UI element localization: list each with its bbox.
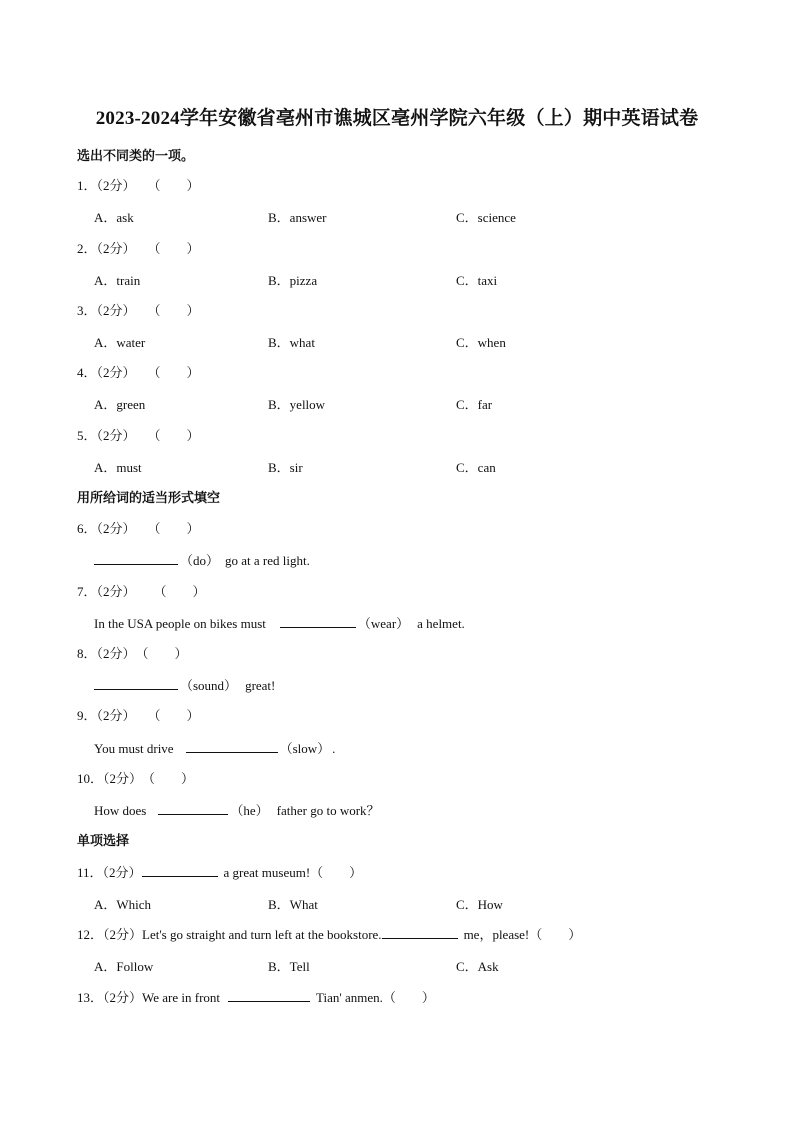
option-a[interactable]: A．Follow [94, 959, 154, 974]
option-a[interactable]: A．train [94, 273, 141, 288]
answer-blank[interactable] [94, 677, 178, 690]
answer-parentheses[interactable]: （ ） [529, 927, 582, 942]
answer-parentheses[interactable]: （ ） [142, 771, 195, 786]
question-number: 6．（2分） [77, 521, 136, 536]
answer-parentheses[interactable]: （ ） [147, 708, 200, 723]
answer-parentheses[interactable]: （ ） [147, 178, 200, 193]
option-a[interactable]: A．Which [94, 897, 152, 912]
option-b[interactable]: B．answer [268, 210, 327, 225]
answer-parentheses[interactable]: （ ） [310, 865, 363, 880]
question-9 [77, 705, 200, 724]
question-10 [77, 768, 194, 787]
sentence-end: father go to work？ [276, 803, 380, 818]
option-c[interactable]: C．Ask [456, 959, 499, 974]
option-c[interactable]: C．can [456, 460, 496, 475]
option-c[interactable]: C．taxi [456, 273, 498, 288]
question-number: 3．（2分） [77, 303, 136, 318]
question-8 [77, 643, 188, 662]
stem-end: Tian' anmen. [316, 990, 383, 1005]
question-number: 1．（2分） [77, 178, 136, 193]
question-7 [77, 581, 206, 600]
stem-end: me，please! [463, 927, 530, 942]
answer-parentheses[interactable]: （ ） [147, 521, 200, 536]
option-b[interactable]: B．sir [268, 460, 303, 475]
sentence-end: . [332, 741, 336, 756]
option-c[interactable]: C．far [456, 397, 493, 412]
question-11 [77, 862, 362, 881]
question-number: 2．（2分） [77, 241, 136, 256]
sentence-start: How does [94, 803, 147, 818]
question-2 [77, 238, 200, 257]
sentence-end: a helmet. [417, 616, 465, 631]
option-c[interactable]: C．science [456, 210, 516, 225]
word-hint: （he） [230, 803, 269, 818]
answer-parentheses[interactable]: （ ） [153, 584, 206, 599]
fill-in-line [94, 738, 335, 757]
question-number: 8．（2分） [77, 646, 136, 661]
question-3 [77, 300, 200, 319]
answer-parentheses[interactable]: （ ） [147, 428, 200, 443]
fill-in-line [94, 550, 310, 569]
option-b[interactable]: B．pizza [268, 273, 318, 288]
answer-blank[interactable] [94, 552, 178, 565]
stem-end: a great museum! [223, 865, 311, 880]
sentence-start: You must drive [94, 741, 174, 756]
option-a[interactable]: A．ask [94, 210, 134, 225]
word-hint: （do） [180, 553, 220, 568]
option-a[interactable]: A．green [94, 397, 146, 412]
answer-parentheses[interactable]: （ ） [147, 365, 200, 380]
option-b[interactable]: B．Tell [268, 959, 310, 974]
section-heading: 选出不同类的一项。 [77, 148, 195, 163]
stem-start: Let's go straight and turn left at the bookstore. [142, 927, 382, 942]
fill-in-line [94, 613, 465, 632]
question-number: 9．（2分） [77, 708, 136, 723]
fill-in-line [94, 675, 275, 694]
question-13 [77, 987, 435, 1006]
question-number: 10．（2分） [77, 771, 143, 786]
option-c[interactable]: C．when [456, 335, 506, 350]
question-number: 4．（2分） [77, 365, 136, 380]
word-hint: （slow） [279, 741, 331, 756]
answer-blank[interactable] [186, 740, 278, 753]
option-a[interactable]: A．must [94, 460, 142, 475]
word-hint: （wear） [357, 616, 410, 631]
question-number: 5．（2分） [77, 428, 136, 443]
fill-in-line [94, 800, 380, 819]
question-number: 12．（2分） [77, 927, 143, 942]
question-12 [77, 924, 581, 943]
answer-blank[interactable] [280, 615, 356, 628]
answer-blank[interactable] [382, 926, 458, 939]
answer-parentheses[interactable]: （ ） [147, 303, 200, 318]
question-1 [77, 175, 200, 194]
option-b[interactable]: B．yellow [268, 397, 326, 412]
answer-parentheses[interactable]: （ ） [382, 990, 435, 1005]
question-number: 13．（2分） [77, 990, 143, 1005]
page-title: 2023-2024学年安徽省亳州市谯城区亳州学院六年级（上）期中英语试卷 [95, 108, 699, 129]
question-5 [77, 425, 200, 444]
option-c[interactable]: C．How [456, 897, 503, 912]
section-heading: 用所给词的适当形式填空 [77, 490, 221, 505]
answer-blank[interactable] [228, 989, 310, 1002]
option-b[interactable]: B．what [268, 335, 315, 350]
answer-parentheses[interactable]: （ ） [147, 241, 200, 256]
section-heading: 单项选择 [77, 833, 130, 848]
option-a[interactable]: A．water [94, 335, 146, 350]
answer-blank[interactable] [142, 864, 218, 877]
word-hint: （sound） [180, 678, 238, 693]
answer-parentheses[interactable]: （ ） [135, 646, 188, 661]
stem-start: We are in front [142, 990, 221, 1005]
question-number: 7．（2分） [77, 584, 136, 599]
question-6 [77, 518, 200, 537]
answer-blank[interactable] [158, 802, 228, 815]
sentence-end: go at a red light. [225, 553, 310, 568]
sentence-start: In the USA people on bikes must [94, 616, 266, 631]
sentence-end: great! [245, 678, 276, 693]
question-4 [77, 362, 200, 381]
question-number: 11．（2分） [77, 865, 142, 880]
option-b[interactable]: B．What [268, 897, 318, 912]
